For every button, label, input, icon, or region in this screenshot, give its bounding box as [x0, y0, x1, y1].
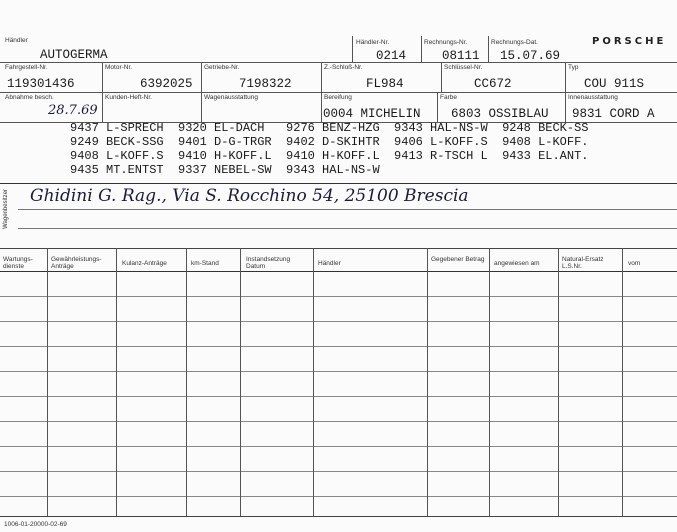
owner-handwritten: Ghidini G. Rag., Via S. Rocchino 54, 25100 Brescia: [30, 186, 469, 206]
divider: [421, 36, 422, 62]
header-rule-4: [0, 183, 677, 184]
color-value: 6803 OSSIBLAU: [451, 107, 549, 121]
gearbox-value: 7198322: [239, 77, 292, 91]
table-row-line: [0, 496, 677, 497]
dealer-no-value: 0214: [376, 49, 407, 63]
table-column-divider: [240, 248, 241, 516]
owner-rule-1: [18, 209, 677, 210]
equipment-label: Wagenausstattung: [204, 94, 258, 101]
divider: [321, 62, 322, 92]
column-header-wartungsdienste: Wartungs-dienste: [3, 256, 33, 270]
color-label: Farbe: [440, 94, 457, 101]
invoice-date-value: 15.07.69: [500, 49, 561, 63]
interior-label: Innenausstattung: [568, 94, 618, 101]
ignition-key-label: Z.-Schloß-Nr.: [324, 64, 363, 71]
tyres-label: Bereifung: [324, 94, 352, 101]
column-header-angewiesen: angewiesen am: [494, 260, 540, 267]
type-label: Typ: [568, 64, 579, 71]
column-header-vom: vom: [628, 260, 641, 267]
table-row-line: [0, 321, 677, 322]
chassis-value: 119301436: [7, 77, 75, 91]
divider: [321, 92, 322, 122]
invoice-no-label: Rechnungs-Nr.: [424, 39, 468, 46]
divider: [201, 92, 202, 122]
divider: [565, 92, 566, 122]
divider: [437, 92, 438, 122]
table-row-line: [0, 471, 677, 472]
invoice-no-value: 08111: [442, 49, 480, 63]
porsche-logo: PORSCHE: [592, 36, 667, 47]
owner-rule-2: [18, 228, 677, 229]
table-column-divider: [116, 248, 117, 516]
column-header-kulanz: Kulanz-Anträge: [122, 260, 167, 267]
key-value: CC672: [474, 77, 512, 91]
acceptance-label: Abnahme besch.: [5, 94, 54, 101]
table-column-divider: [47, 248, 48, 516]
column-header-haendler: Händler: [318, 260, 341, 267]
equipment-line-4: 9435 MT.ENTST 9337 NEBEL-SW 9343 HAL-NS-W: [70, 163, 380, 177]
divider: [488, 36, 489, 62]
owner-side-label: Wagenbesitzer: [2, 189, 9, 229]
invoice-date-label: Rechnungs-Dat.: [491, 39, 538, 46]
divider: [102, 92, 103, 122]
divider: [352, 36, 353, 62]
table-row-line: [0, 446, 677, 447]
key-label: Schlüssel-Nr.: [444, 64, 483, 71]
service-book-label: Kunden-Heft-Nr.: [105, 94, 152, 101]
divider: [201, 62, 202, 92]
column-header-instandsetzung: Instandsetzung Datum: [246, 256, 291, 270]
owner-rule-3: [0, 248, 677, 249]
table-column-divider: [558, 248, 559, 516]
type-value: COU 911S: [584, 77, 645, 91]
column-header-betrag: Gegebener Betrag: [431, 256, 485, 263]
interior-value: 9831 CORD A: [572, 107, 655, 121]
table-column-divider: [186, 248, 187, 516]
dealer-value: AUTOGERMA: [40, 48, 108, 62]
divider: [565, 62, 566, 92]
column-header-gewaehrleistung: Gewährleistungs-Anträge: [51, 256, 102, 270]
engine-value: 6392025: [140, 77, 193, 91]
table-row-line: [0, 346, 677, 347]
column-header-km-stand: km-Stand: [191, 260, 219, 267]
table-column-divider: [313, 248, 314, 516]
divider: [441, 62, 442, 92]
chassis-label: Fahrgestell-Nr.: [5, 64, 48, 71]
table-row-line: [0, 296, 677, 297]
engine-label: Motor-Nr.: [105, 64, 133, 71]
dealer-no-label: Händler-Nr.: [356, 39, 390, 46]
table-row-line: [0, 396, 677, 397]
table-row-line: [0, 421, 677, 422]
table-bottom-line: [0, 516, 677, 517]
equipment-line-1: 9437 L-SPRECH 9320 EL-DACH 9276 BENZ-HZG 9343 HAL-NS-W 9248 BECK-SS: [70, 121, 589, 135]
equipment-line-2: 9249 BECK-SSG 9401 D-G-TRGR 9402 D-SKIHTR 9406 L-KOFF.S 9408 L-KOFF.: [70, 135, 589, 149]
column-header-natural-ersatz: Natural-Ersatz L.S.Nr.: [562, 256, 604, 270]
table-header-bottom: [0, 271, 677, 272]
gearbox-label: Getriebe-Nr.: [204, 64, 240, 71]
equipment-line-3: 9408 L-KOFF.S 9410 H-KOFF.L 9410 H-KOFF.L 9413 R-TSCH L 9433 EL.ANT.: [70, 149, 589, 163]
divider: [102, 62, 103, 92]
form-number: 1006-01-20000-02-69: [4, 521, 67, 528]
tyres-value: 0004 MICHELIN: [323, 107, 421, 121]
dealer-label: Händler: [5, 37, 28, 44]
acceptance-value: 28.7.69: [48, 103, 98, 118]
table-column-divider: [427, 248, 428, 516]
table-column-divider: [489, 248, 490, 516]
ignition-key-value: FL984: [366, 77, 404, 91]
table-row-line: [0, 371, 677, 372]
table-column-divider: [622, 248, 623, 516]
